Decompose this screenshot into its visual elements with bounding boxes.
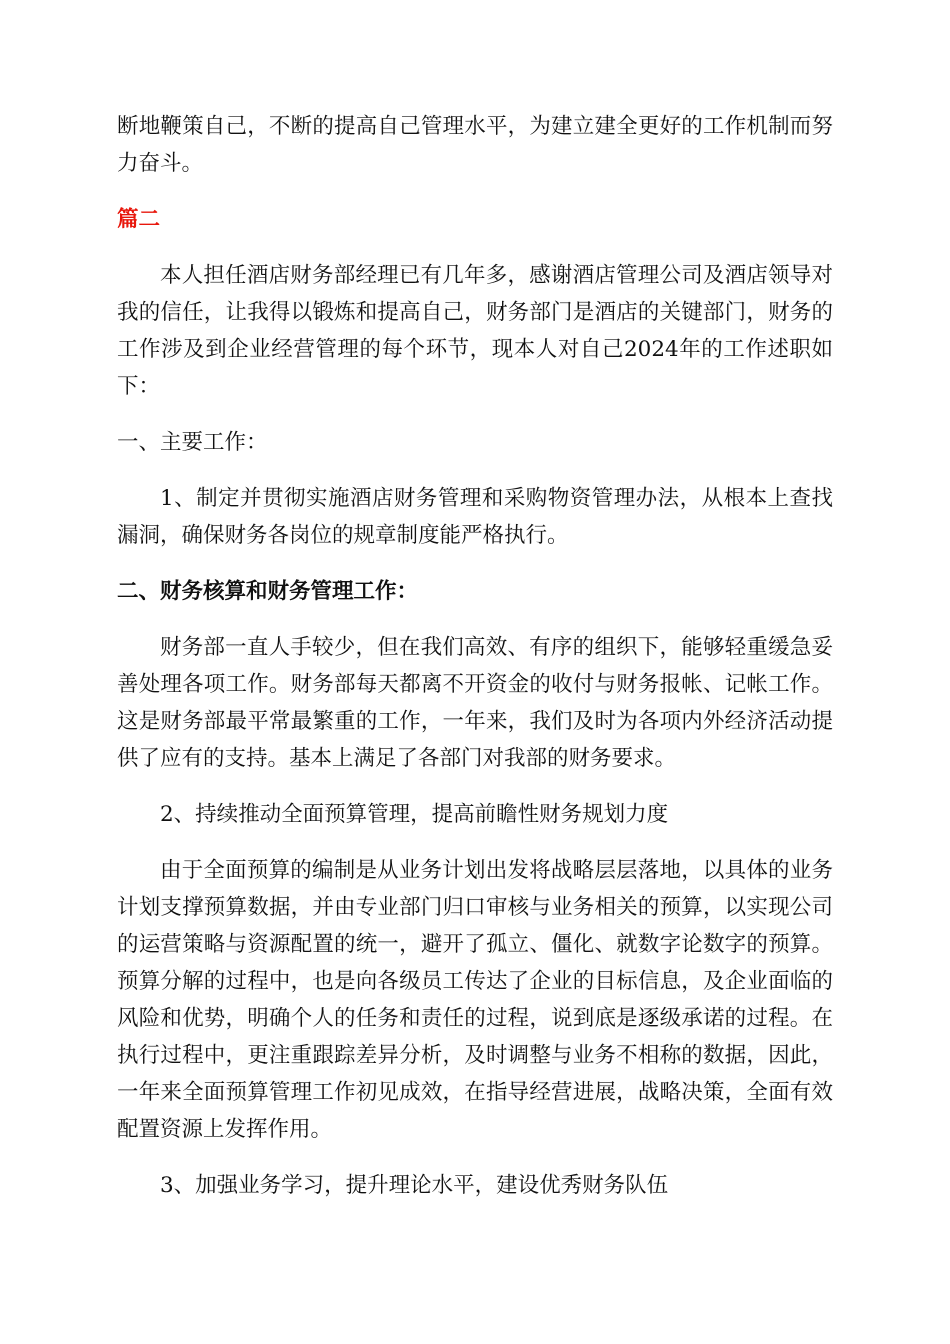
item-1-paragraph: 1、制定并贯彻实施酒店财务管理和采购物资管理办法，从根本上查找漏洞，确保财务各岗位的规章制度能严格执行。 [117, 486, 833, 548]
budget-paragraph: 由于全面预算的编制是从业务计划出发将战略层层落地，以具体的业务计划支撑预算数据，并由专业部门归口审核与业务相关的预算，以实现公司的运营策略与资源配置的统一，避开了孤立、僵化、就数字论数字的预算。预算分解的过程中，也是向各级员工传达了企业的目标信息，及企业面临的风险和优势，明确个人的任务和责任的过程，说到底是逐级承诺的过程。在执行过程中，更注重跟踪差异分析，及时调整与业务不相称的数据，因此，一年来全面预算管理工作初见成效，在指导经营进展，战略决策，全面有效配置资源上发挥作用。 [117, 858, 833, 1142]
item-3-paragraph: 3、加强业务学习，提升理论水平，建设优秀财务队伍 [160, 1173, 669, 1198]
item-2-paragraph: 2、持续推动全面预算管理，提高前瞻性财务规划力度 [160, 802, 669, 827]
opening-paragraph: 本人担任酒店财务部经理已有几年多，感谢酒店管理公司及酒店领导对我的信任，让我得以锻炼和提高自己，财务部门是酒店的关键部门，财务的工作涉及到企业经营管理的每个环节，现本人对自己2024年的工作述职如下： [117, 263, 833, 399]
intro-continuation-paragraph: 断地鞭策自己，不断的提高自己管理水平，为建立建全更好的工作机制而努力奋斗。 [117, 114, 833, 176]
heading-main-work: 一、主要工作： [117, 430, 268, 455]
section-title: 篇二 [117, 207, 161, 232]
heading-accounting: 二、财务核算和财务管理工作： [117, 579, 419, 604]
accounting-paragraph: 财务部一直人手较少，但在我们高效、有序的组织下，能够轻重缓急妥善处理各项工作。财务部每天都离不开资金的收付与财务报帐、记帐工作。这是财务部最平常最繁重的工作，一年来，我们及时为各项内外经济活动提供了应有的支持。基本上满足了各部门对我部的财务要求。 [117, 635, 833, 771]
document-page [117, 108, 833, 1223]
